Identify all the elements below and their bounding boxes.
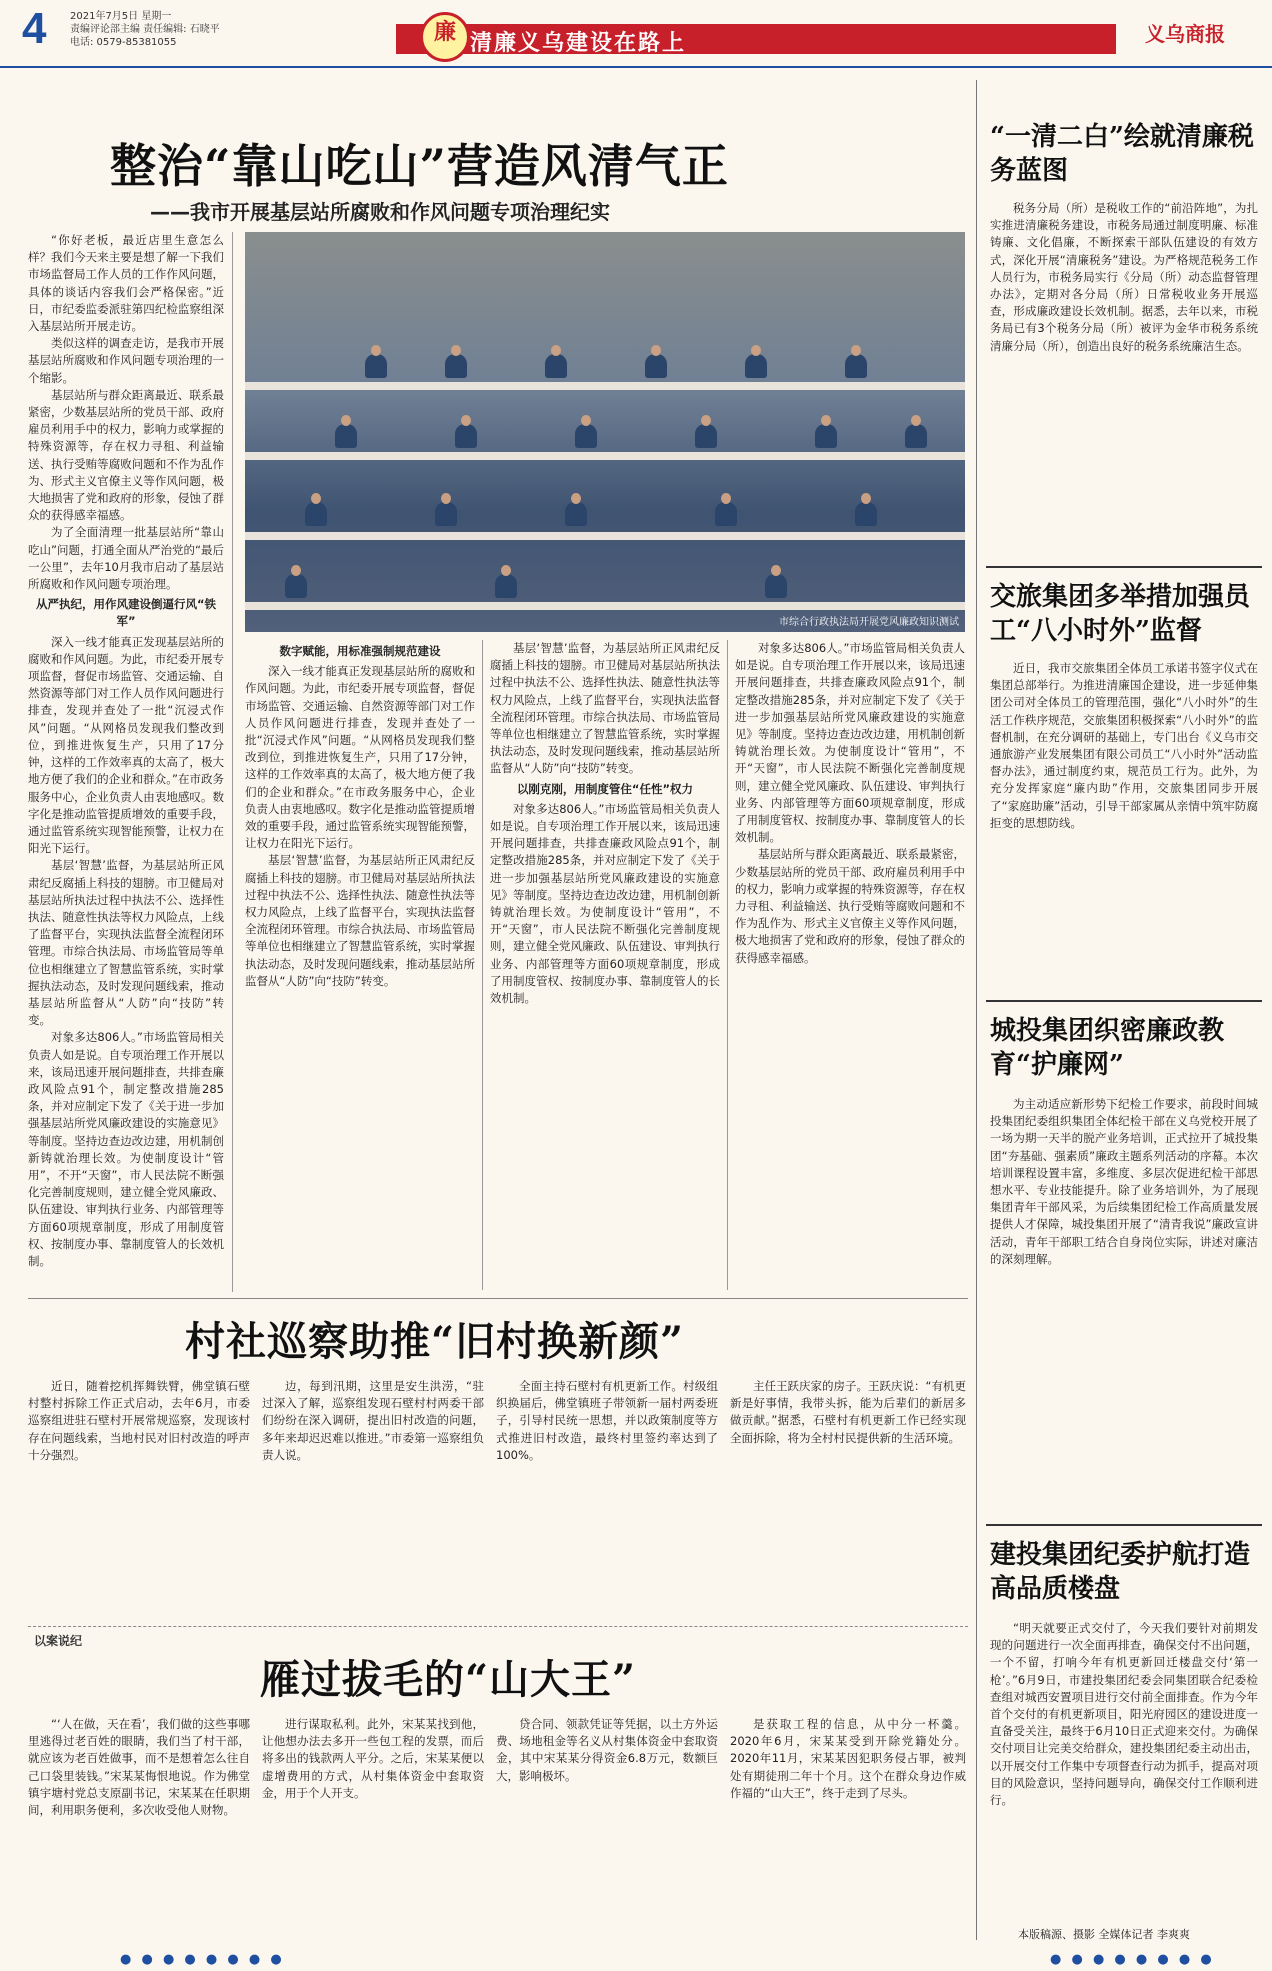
column-divider: [727, 640, 728, 1290]
section-separator: [28, 1298, 968, 1299]
main-title: 整治“靠山吃山”营造风清气正: [110, 139, 729, 193]
village-col-3: [496, 1378, 718, 1618]
header-meta: [70, 10, 260, 49]
footer-dots-icon: ● ● ● ● ● ● ● ●: [120, 1952, 285, 1967]
section-separator: [986, 566, 1262, 568]
right-body-4: [990, 1620, 1258, 1920]
right-title-1: “一清二白”绘就清廉税务蓝图: [990, 122, 1254, 186]
main-col-1: [28, 232, 224, 1292]
paragraph: “‘人在做，天在看’，我们做的这些事哪里逃得过老百姓的眼睛，我们当了村干部，就应该为老百姓做事，而不是想着怎么往自己口袋里装钱。”宋某某悔恨地说。作为佛堂镇宇塘村党总支原副书记，宋某某在任职期间，利用职务便利，多次收受他人财物。: [28, 1717, 250, 1818]
right-body-1: [990, 200, 1258, 560]
paragraph: 贷合同、领款凭证等凭据，以土方外运费、场地租金等名义从村集体资金中套取资金，其中宋某某分得资金6.8万元，数额巨大，影响极坏。: [496, 1717, 718, 1783]
byline: 本版稿源、摄影 全媒体记者 李爽爽: [1018, 1928, 1190, 1941]
header-rule: [0, 66, 1272, 68]
photo-caption: 市综合行政执法局开展党风廉政知识测试: [779, 617, 959, 628]
right-body-2: [990, 660, 1258, 990]
lead-paragraph: “你好老板，最近店里生意怎么样？我们今天来主要是想了解一下我们市场监督局工作人员的工作作风问题，具体的谈话内容我们会严格保密。”近日，市纪委监委派驻第四纪检监察组深入基层站所开展走访。: [28, 233, 224, 334]
news-photo: [245, 232, 965, 632]
section-heading: 以刚克刚，用制度管住“任性”权力: [516, 781, 694, 796]
footer-dots-icon: ● ● ● ● ● ● ● ●: [1050, 1952, 1215, 1967]
village-col-4: [730, 1378, 966, 1618]
section-separator: [986, 1524, 1262, 1526]
page-number: 4: [22, 4, 47, 53]
paragraph: 基层站所与群众距离最近、联系最紧密，少数基层站所的党员干部、政府雇员利用手中的权力，影响力或掌握的特殊资源等，存在权力寻租、利益输送、执行受贿等腐败问题和不作为乱作为、形式主义官僚主义等作风问题，极大地损害了党和政府的形象，侵蚀了群众的获得感幸福感。: [28, 387, 224, 523]
paragraph: 对象多达806人。”市场监管局相关负责人如是说。自专项治理工作开展以来，该局迅速开展问题排查，共排查廉政风险点91个，制定整改措施285条，并对应制定下发了《关于进一步加强基层站所党风廉政建设的实施意见》等制度。坚持边查边改边建，用机制创新铸就治理长效。为使制度设计“管用”，不开“天窗”，市人民法院不断强化完善制度规则，建立健全党风廉政、队伍建设、审判执行业务、内部管理等方面60项规章制度，形成了用制度管权、按制度办事、靠制度管人的长效机制。: [735, 641, 965, 845]
paragraph: 为主动适应新形势下纪检工作要求，前段时间城投集团纪委组织集团全体纪检干部在义乌党校开展了一场为期一天半的脱产业务培训，正式拉开了城投集团“夯基础、强素质”廉政主题系列活动的序幕。本次培训课程设置丰富，多维度、多层次促进纪检干部思想水平、专业技能提升。除了业务培训外，为了展现集团青年干部风采，为后续集团纪检工作高质量发展提供人才保障，城投集团开展了“清青我说”廉政宣讲活动，青年干部职工结合自身岗位实际，讲述对廉洁的深刻理解。: [990, 1097, 1258, 1266]
main-col-2: [245, 640, 475, 1290]
village-title: 村社巡察助推“旧村换新颜”: [185, 1318, 685, 1365]
paragraph: 基层‘智慧’监督，为基层站所正风肃纪反腐插上科技的翅膀。市卫健局对基层站所执法过程中执法不公、选择性执法、随意性执法等权力风险点，上线了监督平台，实现执法监督全流程闭环管理。市综合执法局、市场监管局等单位也相继建立了智慧监管系统，实时掌握执法动态，及时发现问题线索，推动基层站所监督从“人防”向“技防”转变。: [490, 641, 720, 776]
right-title-2: 交旅集团多举措加强员工“八小时外”监督: [990, 582, 1251, 646]
section-heading: 数字赋能，用标准强制规范建设: [279, 644, 441, 658]
paragraph: 对象多达806人。”市场监管局相关负责人如是说。自专项治理工作开展以来，该局迅速开展问题排查，共排查廉政风险点91个，制定整改措施285条，并对应制定下发了《关于进一步加强基层站所党风廉政建设的实施意见》等制度。坚持边查边改边建，用机制创新铸就治理长效。为使制度设计“管用”，不开“天窗”，市人民法院不断强化完善制度规则，建立健全党风廉政、队伍建设、审判执行业务、内部管理等方面60项规章制度，形成了用制度管权、按制度办事、靠制度管人的长效机制。: [28, 1030, 224, 1268]
paragraph: 税务分局（所）是税收工作的“前沿阵地”，为扎实推进清廉税务建设，市税务局通过制度明廉、标准铸廉、文化倡廉，不断探索干部队伍建设的有效方式，深化开展“清廉税务”建设。为严格规范税务工作人员行为，市税务局实行《分局（所）动态监督管理办法》，定期对各分局（所）日常税收业务开展巡查，形成廉政建设长效机制。据悉，去年以来，市税务局已有3个税务分局（所）被评为金华市税务系统清廉分局（所），创造出良好的税务系统廉洁生态。: [990, 201, 1258, 353]
case-title: 雁过拔毛的“山大王”: [260, 1656, 637, 1703]
phone-line: 电话: 0579-85381055: [70, 37, 177, 48]
date-line: 2021年7月5日 星期一: [70, 11, 172, 22]
case-col-2: [262, 1716, 484, 1944]
column-divider: [232, 232, 233, 1292]
paragraph: 是获取工程的信息，从中分一杯羹。2020年6月，宋某某受到开除党籍处分。2020年11月，宋某某因犯职务侵占罪，被判处有期徒刑二年十个月。这个在群众身边作威作福的“山大王”，终于走到了尽头。: [730, 1717, 966, 1800]
paragraph: 深入一线才能真正发现基层站所的腐败和作风问题。为此，市纪委开展专项监督，督促市场监管、交通运输、自然资源等部门对工作人员作风问题进行排查，发现并查处了一批“沉浸式作风”问题。“从网格员发现我们整改到位，到推进恢复生产，只用了17分钟，这样的工作效率真的太高了，极大地方便了我们的企业和群众。”在市政务服务中心，企业负责人由衷地感叹。数字化是推动监管提质增效的重要手段，通过监管系统实现智能预警，让权力在阳光下运行。: [245, 664, 475, 851]
paper-logo: 义乌商报: [1145, 22, 1225, 46]
paragraph: 基层‘智慧’监督，为基层站所正风肃纪反腐插上科技的翅膀。市卫健局对基层站所执法过程中执法不公、选择性执法、随意性执法等权力风险点，上线了监督平台，实现执法监督全流程闭环管理。市综合执法局、市场监管局等单位也相继建立了智慧监管系统，实时掌握执法动态，及时发现问题线索，推动基层站所监督从“人防”向“技防”转变。: [245, 853, 475, 988]
right-body-3: [990, 1096, 1258, 1516]
paragraph: 对象多达806人。”市场监管局相关负责人如是说。自专项治理工作开展以来，该局迅速开展问题排查，共排查廉政风险点91个，制定整改措施285条，并对应制定下发了《关于进一步加强基层站所党风廉政建设的实施意见》等制度。坚持边查边改边建，用机制创新铸就治理长效。为使制度设计“管用”，不开“天窗”，市人民法院不断强化完善制度规则，建立健全党风廉政、队伍建设、审判执行业务、内部管理等方面60项规章制度，形成了用制度管权、按制度办事、靠制度管人的长效机制。: [490, 801, 720, 1006]
right-title-4: 建投集团纪委护航打造高品质楼盘: [990, 1540, 1251, 1604]
paragraph: 全面主持石壁村有机更新工作。村级组织换届后，佛堂镇班子带领新一届村两委班子，引导村民统一思想，并以政策制度等方式推进旧村改造，最终村里签约率达到了100%。: [496, 1379, 718, 1462]
main-col-4: [735, 640, 965, 1290]
case-col-4: [730, 1716, 966, 1944]
right-column-divider: [976, 80, 977, 1940]
paragraph: 边，每到汛期，这里是安生洪涝，“驻过深入了解，巡察组发现石壁村村两委干部们纷纷在深入调研，提出旧村改造的问题，多年来却迟迟难以推进。”市委第一巡察组负责人说。: [262, 1379, 484, 1462]
paragraph: 基层‘智慧’监督，为基层站所正风肃纪反腐插上科技的翅膀。市卫健局对基层站所执法过程中执法不公、选择性执法、随意性执法等权力风险点，上线了监督平台，实现执法监督全流程闭环管理。市综合执法局、市场监管局等单位也相继建立了智慧监管系统，实时掌握执法动态，及时发现问题线索，推动基层站所监督从“人防”向“技防”转变。: [28, 858, 224, 1028]
editor-line: 责编评论部主编 责任编辑: 石晓平: [70, 24, 220, 35]
column-name: 清廉义乌建设在路上: [470, 31, 687, 56]
section-heading: 从严执纪，用作风建设倒逼行风“铁军”: [35, 597, 217, 629]
paragraph: 深入一线才能真正发现基层站所的腐败和作风问题。为此，市纪委开展专项监督，督促市场监管、交通运输、自然资源等部门对工作人员作风问题进行排查，发现并查处了一批“沉浸式作风”问题。“从网格员发现我们整改到位，到推进恢复生产，只用了17分钟，这样的工作效率真的太高了，极大地方便了我们的企业和群众。”在市政务服务中心，企业负责人由衷地感叹。数字化是推动监管提质增效的重要手段，通过监管系统实现智能预警，让权力在阳光下运行。: [28, 634, 224, 856]
case-col-1: [28, 1716, 250, 1944]
lead-paragraph-2: 类似这样的调查走访，是我市开展基层站所腐败和作风问题专项治理的一个缩影。: [28, 336, 224, 385]
seal-icon: 廉: [420, 12, 470, 62]
paragraph: 近日，随着挖机挥舞铁臂，佛堂镇石壁村整村拆除工作正式启动，去年6月，市委巡察组进驻石壁村开展常规巡察，发现该村存在问题线索，当地村民对旧村改造的呼声十分强烈。: [28, 1379, 250, 1462]
section-separator: [28, 1626, 968, 1628]
right-title-3: 城投集团织密廉政教育“护廉网”: [990, 1016, 1225, 1080]
case-tag: 以案说纪: [34, 1634, 83, 1648]
village-col-1: [28, 1378, 250, 1618]
section-separator: [986, 1000, 1262, 1002]
paragraph: 近日，我市交旅集团全体员工承诺书签字仪式在集团总部举行。为推进清廉国企建设，进一步延伸集团公司对全体员工的管理范围，强化“八小时外”的生活工作秩序规范，交旅集团积极探索“八小时外”的监督机制，在充分调研的基础上，专门出台《义乌市交通旅游产业发展集团有限公司员工“八小时外”活动监督办法》，通过制度约束，规范员工行为。此外，为充分发挥家庭“廉内助”作用，交旅集团同步开展了“家庭助廉”活动，引导干部家属从亲情中筑牢防腐拒变的思想防线。: [990, 661, 1258, 830]
paragraph: 为了全面清理一批基层站所“靠山吃山”问题，打通全面从严治党的“最后一公里”，去年10月我市启动了基层站所腐败和作风问题专项治理。: [28, 525, 224, 592]
paragraph: 主任王跃庆家的房子。王跃庆说：“有机更新是好事情，我带头拆，能为后辈们的新居多做贡献。”据悉，石壁村有机更新工作已经实现全面拆除，将为全村村民提供新的生活环境。: [730, 1379, 966, 1445]
village-col-2: [262, 1378, 484, 1618]
main-col-3: [490, 640, 720, 1290]
main-subtitle: ——我市开展基层站所腐败和作风问题专项治理纪实: [150, 200, 610, 224]
column-divider: [482, 640, 483, 1290]
paragraph: 基层站所与群众距离最近、联系最紧密，少数基层站所的党员干部、政府雇员利用手中的权力，影响力或掌握的特殊资源等，存在权力寻租、利益输送、执行受贿等腐败问题和不作为乱作为、形式主义官僚主义等作风问题，极大地损害了党和政府的形象，侵蚀了群众的获得感幸福感。: [735, 847, 965, 965]
case-col-3: [496, 1716, 718, 1944]
paragraph: 进行谋取私利。此外，宋某某找到他，让他想办法去多开一些包工程的发票，而后将多出的钱款两人平分。之后，宋某某便以虚增费用的方式，从村集体资金中套取资金，用于个人开支。: [262, 1717, 484, 1800]
paragraph: “明天就要正式交付了，今天我们要针对前期发现的问题进行一次全面再排查，确保交付不出问题，一个不留，打响今年有机更新回迁楼盘交付‘第一枪’。”6月9日，市建投集团纪委会同集团联合纪委检查组对城西安置项目进行交付前全面排查。作为今年首个交付的有机更新项目，阳光府园区的建设进度一直备受关注，最终于6月10日正式迎来交付。为确保交付项目让完美交给群众，建投集团纪委主动出击，以开展交付工作集中专项督查行动为抓手，提高对项目的风险意识，坚持问题导向，确保交付工作顺利进行。: [990, 1621, 1258, 1808]
